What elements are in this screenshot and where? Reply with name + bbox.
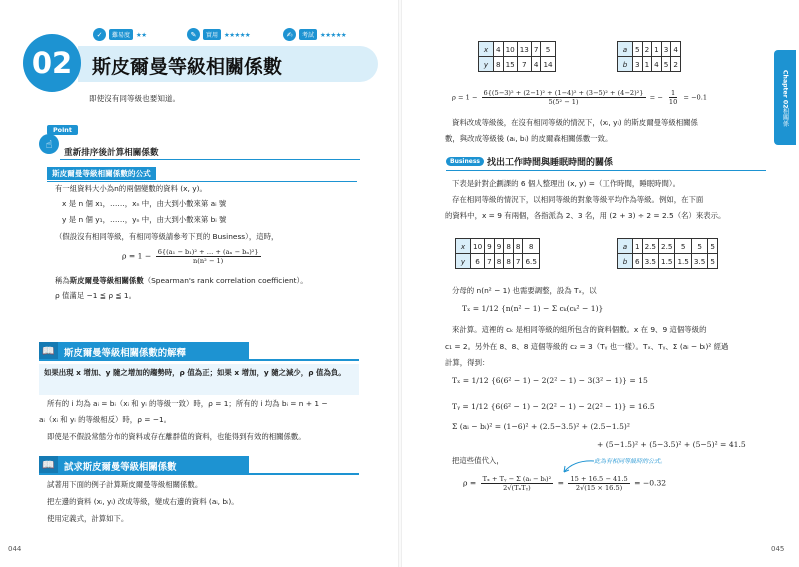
table-header: y	[456, 254, 471, 269]
point-tag: Point	[47, 125, 78, 135]
tx-formula: Tₓ = 1/12 {n(n² − 1) − Σ cₖ(cₖ² − 1)}	[462, 304, 604, 313]
denominator: 10	[668, 98, 678, 106]
table-cell: 8	[504, 239, 514, 254]
spearman-formula	[122, 248, 263, 265]
annotation: 此為有相同等級時的公式。	[594, 458, 667, 465]
table-cell: 9	[494, 239, 504, 254]
rho-calculation	[452, 89, 707, 106]
numerator: Tₓ + Tᵧ − Σ (aᵢ − bᵢ)²	[482, 475, 552, 483]
divider	[39, 473, 359, 475]
fraction	[156, 248, 261, 265]
table-cell: 10	[503, 42, 517, 57]
calc-line: 試著用下面的例子計算斯皮爾曼等級相關係數。	[47, 480, 203, 489]
body-line: 計算，得到：	[445, 358, 490, 367]
table-row	[618, 239, 718, 254]
badge-label: 難易度	[109, 29, 133, 40]
writing-icon: ✍	[283, 28, 296, 41]
table-header: x	[456, 239, 471, 254]
table-cell: 6	[633, 254, 643, 269]
practical-badge	[187, 28, 250, 41]
table-cell: 3.5	[691, 254, 707, 269]
body-line: 存在相同等級的情況下，以相同等級的對象等級平均作為等級。例如，在下面	[452, 195, 704, 204]
pointing-hand-icon: ☝	[39, 134, 59, 154]
calc-line: 使用定義式，計算如下。	[47, 514, 129, 523]
table-cell: 5	[691, 239, 707, 254]
table-cell: 9	[485, 239, 495, 254]
body-line: 下表是針對企劃課的 6 個人整理出 (x, y) =（工作時間，睡眠時間）。	[452, 179, 680, 188]
table-cell: 8	[494, 254, 504, 269]
page-gutter	[398, 0, 402, 567]
table-cell: 1	[642, 57, 652, 72]
body-line: 數，與改成等級後 (aᵢ, bᵢ) 的皮爾森相關係數一致。	[445, 134, 613, 143]
table-cell: 5	[661, 57, 671, 72]
body-line: 把這些值代入，	[452, 456, 504, 465]
difficulty-badge	[93, 28, 146, 41]
divider	[39, 359, 359, 361]
table-cell: 3	[661, 42, 671, 57]
result: = −0.32	[634, 478, 667, 488]
table-row	[618, 42, 681, 57]
table-cell: 6.5	[523, 254, 539, 269]
side-tab-chapter: Chapter 02	[781, 69, 789, 109]
side-tab-title: 相關係	[781, 108, 789, 128]
table-header: a	[618, 42, 633, 57]
table-cell: 3	[633, 57, 643, 72]
denominator: 2√(15 × 16.5)	[575, 484, 623, 492]
table-header: a	[618, 239, 633, 254]
table-row	[479, 42, 556, 57]
annotation-arrow-icon	[560, 458, 596, 476]
numerator: 15 + 16.5 − 41.5	[570, 475, 628, 483]
table-cell: 3.5	[642, 254, 658, 269]
formula-line: 有一組資料大小為n的兩個變數的資料 (x, y)。	[55, 184, 207, 193]
table-cell: 5	[675, 239, 691, 254]
body-line: 的資料中，x = 9 有兩個，各指派為 2、3 名，用 (2 + 3) ÷ 2 = 2.5（名）來表示。	[445, 211, 726, 220]
table-cell: 1	[652, 42, 662, 57]
interpretation-line: 即使是不假設常態分布的資料或存在離群值的資料，也能得到有效的相關係數。	[47, 432, 306, 441]
badge-stars: ★★	[136, 30, 147, 39]
badge-stars: ★★★★★	[224, 30, 251, 39]
table-cell: 4	[652, 57, 662, 72]
fraction	[667, 89, 679, 106]
rho-lhs: ρ = 1 −	[452, 93, 478, 102]
table-cell: 8	[513, 239, 523, 254]
page-number-left: 044	[8, 545, 22, 553]
divider	[60, 159, 360, 160]
section-title: 試求斯皮爾曼等級相關係數	[64, 461, 177, 473]
table-row	[456, 239, 540, 254]
fraction	[482, 89, 646, 106]
table-cell: 5	[633, 42, 643, 57]
section-title: 斯皮爾曼等級相關係數的解釋	[64, 347, 186, 359]
business-heading: 找出工作時間與睡眠時間的關係	[487, 158, 614, 168]
interpretation-bold: 如果出現 x 增加、y 隨之增加的趨勢時，ρ 值為正；如果 x 增加，y 隨之減少，ρ 值為負。	[44, 368, 346, 377]
ty-calculation: Tᵧ = 1/12 {6(6² − 1) − 2(2² − 1) − 2(2² − 1)} = 16.5	[452, 402, 655, 411]
table-cell: 7	[517, 57, 531, 72]
check-icon: ✓	[93, 28, 106, 41]
table-cell: 4	[531, 57, 541, 72]
formula-note-post: （Spearman's rank correlation coefficient）。	[143, 276, 308, 285]
body-line: 來計算。這裡的 cₖ 是相同等級的組所包含的資料個數。x 在 9、9 這個等級的	[452, 325, 707, 334]
table-cell: 8	[494, 57, 504, 72]
data-table-work-sleep	[455, 238, 540, 269]
chapter-title-bar	[78, 46, 378, 82]
table-cell: 14	[541, 57, 555, 72]
chapter-title: 斯皮爾曼等級相關係數	[92, 56, 283, 78]
table-cell: 15	[503, 57, 517, 72]
table-cell: 7	[485, 254, 495, 269]
table-cell: 8	[523, 239, 539, 254]
sum-calculation: Σ (aᵢ − bᵢ)² = (1−6)² + (2.5−3.5)² + (2.5−1.5)²	[452, 422, 630, 431]
table-cell: 7	[531, 42, 541, 57]
rho-lhs: ρ = 1 −	[122, 251, 152, 261]
exam-badge	[283, 28, 346, 41]
rank-table-ab	[617, 41, 681, 72]
body-line: c₁ = 2。另外在 8、8、8 這個等級的 c₂ = 3（Tᵧ 也一樣）。Tₓ、Tᵧ、Σ (aᵢ − bᵢ)² 經過	[445, 342, 729, 351]
table-header: y	[479, 57, 494, 72]
table-header: b	[618, 57, 633, 72]
table-cell: 1	[633, 239, 643, 254]
numerator: 6{(a₁ − b₁)² + … + (aₙ − bₙ)²}	[157, 248, 259, 256]
formula-label: 斯皮爾曼等級相關係數的公式	[47, 167, 156, 180]
denominator: 5(5² − 1)	[548, 98, 579, 106]
data-table-xy	[478, 41, 556, 72]
table-cell: 5	[708, 239, 718, 254]
rank-table-work-sleep	[617, 238, 718, 269]
divider	[446, 170, 766, 171]
book-icon: 📖	[39, 342, 58, 361]
rho-lhs: ρ =	[463, 478, 477, 488]
equals: = −	[649, 93, 663, 102]
formula-note-pre: 稱為	[55, 276, 70, 285]
table-header: b	[618, 254, 633, 269]
range-text: ρ 值滿足 −1 ≦ ρ ≦ 1。	[55, 291, 137, 300]
table-cell: 1.5	[675, 254, 691, 269]
body-line: 資料改成等級後，在沒有相同等級的情況下，(xᵢ, yᵢ) 的斯皮爾曼等級相關係	[452, 118, 698, 127]
page-number-right: 045	[771, 545, 785, 553]
denominator: n(n² − 1)	[193, 257, 224, 265]
table-cell: 10	[471, 239, 485, 254]
pencil-icon: ✎	[187, 28, 200, 41]
chapter-number: 02	[23, 34, 81, 92]
divider	[47, 181, 357, 182]
table-cell: 7	[513, 254, 523, 269]
table-row	[618, 254, 718, 269]
table-row	[479, 57, 556, 72]
business-tag: Business	[446, 157, 484, 166]
sum-calculation-cont: + (5−1.5)² + (5−3.5)² + (5−5)² = 41.5	[597, 440, 746, 449]
table-row	[618, 57, 681, 72]
table-cell: 6	[471, 254, 485, 269]
table-cell: 1.5	[659, 254, 675, 269]
table-row	[456, 254, 540, 269]
formula-note	[55, 276, 308, 287]
badge-label: 考試	[299, 29, 317, 40]
fraction	[568, 475, 629, 492]
table-cell: 8	[504, 254, 514, 269]
denominator: 2√(TₓTᵧ)	[503, 484, 531, 492]
fraction	[481, 475, 554, 492]
formula-note-term: 斯皮爾曼等級相關係數	[69, 276, 144, 285]
table-cell: 5	[541, 42, 555, 57]
table-header: x	[479, 42, 494, 57]
formula-line: （假設沒有相同等級，有相同等級請參考下頁的 Business），這時，	[55, 232, 279, 241]
calc-line: 把左邊的資料 (xᵢ, yᵢ) 改成等級，變成右邊的資料 (aᵢ, bᵢ)。	[47, 497, 239, 506]
point-heading: 重新排序後計算相關係數	[64, 148, 159, 158]
table-cell: 13	[517, 42, 531, 57]
badge-label: 實用	[203, 29, 221, 40]
formula-line: y 是 n 個 y₁，……，yₙ 中，由大到小數來第 bᵢ 號	[62, 215, 227, 224]
interpretation-line: 所有的 i 均為 aᵢ = bᵢ（xᵢ 和 yᵢ 的等級一致）時，ρ = 1；所有的 i 均為 bᵢ = n + 1 −	[47, 399, 328, 408]
book-icon: 📖	[39, 456, 58, 475]
result: = −0.1	[683, 93, 708, 102]
table-cell: 2	[671, 57, 681, 72]
interpretation-line: aᵢ（xᵢ 和 yᵢ 的等級相反）時，ρ = −1。	[39, 415, 172, 424]
final-formula: ρ = $\frac{\text{Tₓ + Tᵧ − Σ (aᵢ − bᵢ)²}}{\text{2√(TₓTᵧ)}}$ = $\frac{15 + 16.5 - 41.5}{2√(15 \times 16.5)}$ = −0.32	[463, 475, 667, 492]
tx-calculation: Tₓ = 1/12 {6(6² − 1) − 2(2² − 1) − 3(3² − 1)} = 15	[452, 376, 648, 385]
table-cell: 2.5	[642, 239, 658, 254]
numerator: 6{(5−3)² + (2−1)² + (1−4)² + (3−5)² + (4−2)²}	[483, 89, 644, 97]
body-line: 分母的 n(n² − 1) 也需要調整，設為 Tₓ，以	[452, 286, 597, 295]
table-cell: 4	[494, 42, 504, 57]
lead-text: 即使沒有同等級也要知道。	[89, 94, 181, 103]
table-cell: 2.5	[659, 239, 675, 254]
numerator: 1	[670, 89, 676, 97]
formula-line: x 是 n 個 x₁，……，xₙ 中，由大到小數來第 aᵢ 號	[62, 199, 227, 208]
badge-stars: ★★★★★	[320, 30, 347, 39]
table-cell: 2	[642, 42, 652, 57]
table-cell: 5	[708, 254, 718, 269]
table-cell: 4	[671, 42, 681, 57]
chapter-side-tab	[774, 50, 796, 145]
